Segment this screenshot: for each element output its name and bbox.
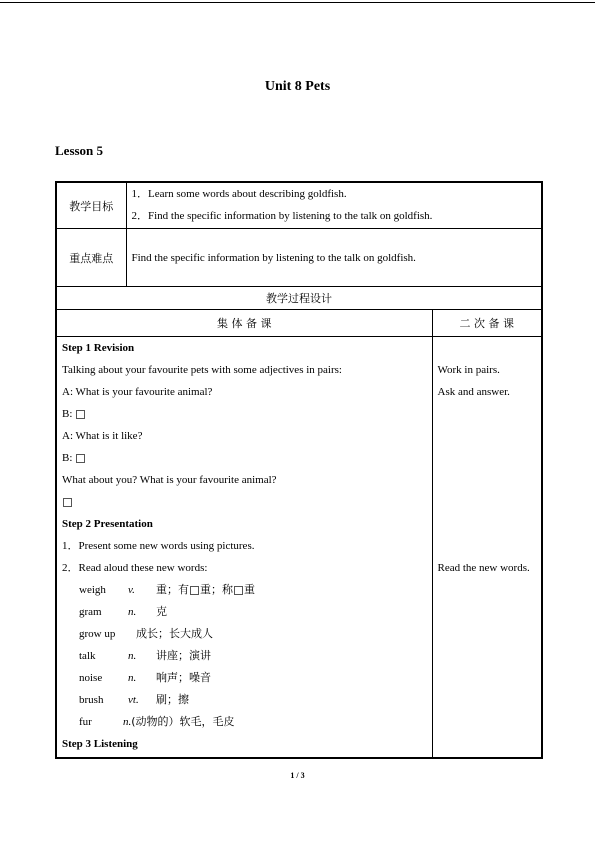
dialogue-b1 <box>62 403 432 425</box>
vocab-pos: n. <box>128 672 137 684</box>
vocab-pos: n. <box>128 650 137 662</box>
note-pairs: Work in pairs. <box>437 364 500 376</box>
step1-question: What about you? What is your favourite animal? <box>62 474 277 486</box>
step2-item1: 1．Present some new words using pictures. <box>62 540 255 552</box>
note-read: Read the new words. <box>437 562 530 574</box>
vocab-meaning: 讲座；演讲 <box>156 649 211 662</box>
vocab-word: weigh <box>79 584 106 596</box>
dialogue-b2-text: B: <box>62 452 76 464</box>
col-right-label: 二 次 备 课 <box>459 317 514 330</box>
placeholder-box-icon <box>63 498 72 507</box>
vocab-meaning: 响声；噪音 <box>156 671 211 684</box>
main-content-cell <box>56 337 432 759</box>
lesson-plan-table <box>55 181 541 759</box>
step2-item2: 2．Read aloud these new words: <box>62 562 208 574</box>
key-points-text: Find the specific information by listening to the talk on goldfish. <box>126 229 542 287</box>
vocab-meaning: (动物的）软毛，毛皮 <box>131 715 235 728</box>
blank-line <box>62 491 432 513</box>
right-notes-cell <box>432 337 542 759</box>
vocab-row <box>62 711 432 733</box>
dialogue-a2: A: What is it like? <box>62 430 143 442</box>
step2-heading: Step 2 Presentation <box>62 518 153 530</box>
vocab-pos: vt. <box>128 694 139 706</box>
vocab-meaning: 克 <box>156 605 167 618</box>
vocab-meaning: 成长；长大成人 <box>136 627 213 640</box>
vocab-row <box>62 689 432 711</box>
vocab-meaning: 刷；擦 <box>156 693 189 706</box>
dialogue-b2 <box>62 447 432 469</box>
lesson-heading: Lesson 5 <box>55 143 104 158</box>
vocab-pos: n. <box>123 716 132 728</box>
step1-heading: Step 1 Revision <box>62 342 135 354</box>
placeholder-box-icon <box>76 410 85 419</box>
vocab-word: noise <box>79 672 103 684</box>
vocab-word: gram <box>79 606 102 618</box>
step3-heading: Step 3 Listening <box>62 738 138 750</box>
vocab-row <box>62 667 432 689</box>
vocab-word: fur <box>79 716 92 728</box>
vocab-row <box>62 601 432 623</box>
column-header-left <box>56 310 432 337</box>
dialogue-a1: A: What is your favourite animal? <box>62 386 213 398</box>
step1-intro: Talking about your favourite pets with some adjectives in pairs: <box>62 364 342 376</box>
vocab-word: grow up <box>79 628 116 640</box>
vocab-word: talk <box>79 650 96 662</box>
dialogue-b1-text: B: <box>62 408 76 420</box>
placeholder-box-icon <box>190 586 199 595</box>
vocab-pos: n. <box>128 606 137 618</box>
vocab-row <box>62 645 432 667</box>
vocab-row <box>62 623 432 645</box>
placeholder-box-icon <box>234 586 243 595</box>
objectives-cell <box>126 182 542 229</box>
note-ask: Ask and answer. <box>437 386 510 398</box>
objectives-label: 教学目标 <box>56 182 126 229</box>
objective-item: 2．Find the specific information by listening to the talk on goldfish. <box>131 210 433 222</box>
placeholder-box-icon <box>76 454 85 463</box>
vocab-row <box>62 579 432 601</box>
page-title: Unit 8 Pets <box>264 79 331 94</box>
objective-item: 1．Learn some words about describing goldfish. <box>131 188 347 200</box>
page-number: 1 / 3 <box>290 771 305 780</box>
column-header-right <box>432 310 542 337</box>
vocab-pos: v. <box>128 584 135 596</box>
col-left-label: 集 体 备 课 <box>217 317 272 330</box>
spacer <box>438 403 542 557</box>
vocab-meaning: 重；有 重；称 重 <box>156 583 255 596</box>
key-points-label: 重点难点 <box>56 229 126 287</box>
spacer <box>438 337 542 359</box>
vocab-word: brush <box>79 694 104 706</box>
top-rule <box>0 2 595 3</box>
process-title: 教学过程设计 <box>56 287 542 310</box>
